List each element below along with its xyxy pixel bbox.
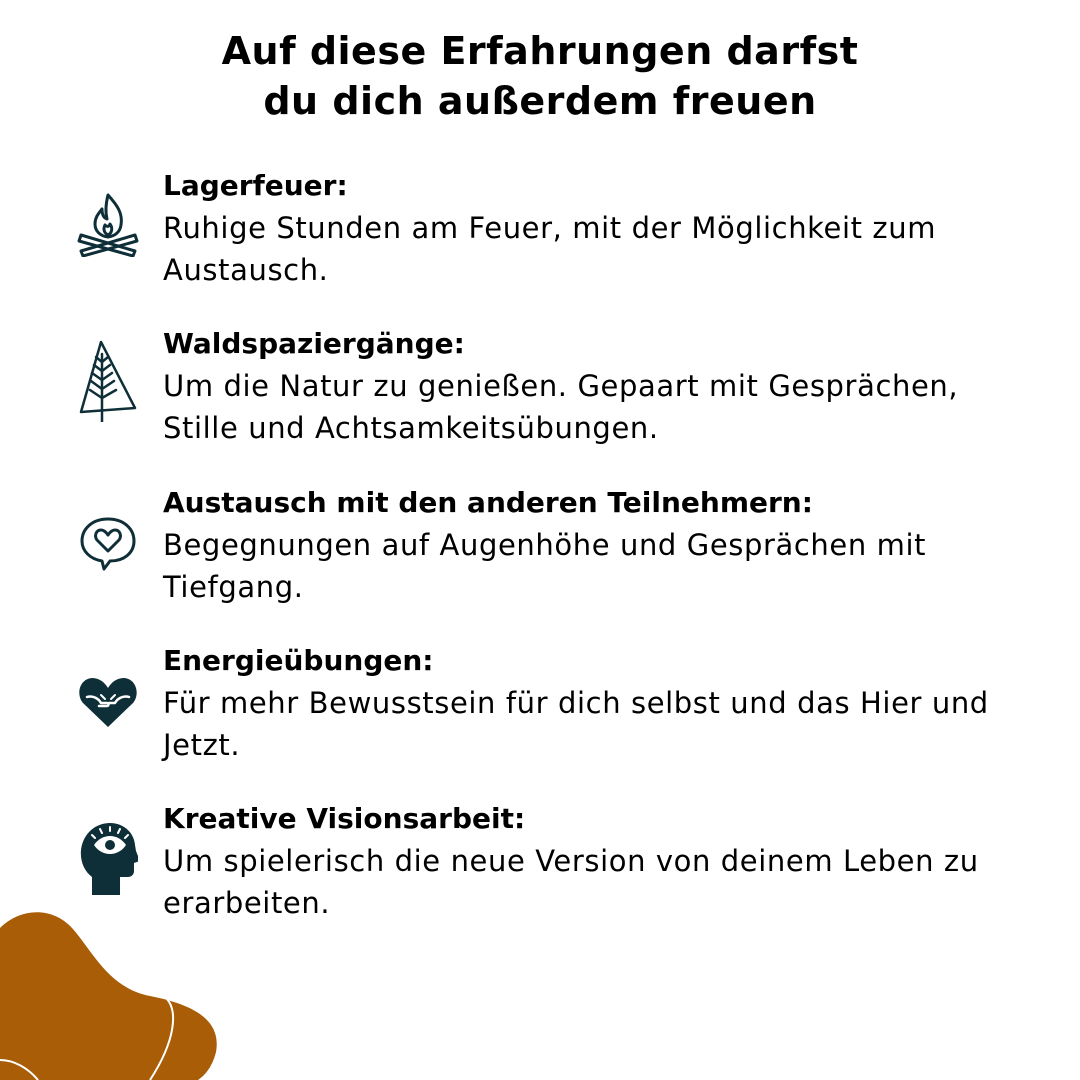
item-description: Um die Natur zu genießen. Gepaart mit Gesprächen, Stille und Achtsamkeitsübungen. xyxy=(163,369,959,445)
campfire-icon xyxy=(76,184,140,264)
item-heading: Lagerfeuer: xyxy=(163,169,348,202)
item-heading: Waldspaziergänge: xyxy=(163,327,465,360)
item-heading: Energieübungen: xyxy=(163,644,434,677)
item-description: Begegnungen auf Augenhöhe und Gesprächen mit Tiefgang. xyxy=(163,528,927,604)
head-eye-icon xyxy=(76,817,140,897)
decorative-blob xyxy=(0,910,230,1080)
page-title-line-2: du dich außerdem freuen xyxy=(263,79,817,123)
page-title-line-1: Auf diese Erfahrungen darfst xyxy=(221,29,859,73)
item-description: Für mehr Bewusstsein für dich selbst und das Hier und Jetzt. xyxy=(163,686,989,762)
hands-heart-icon xyxy=(76,661,140,741)
item-heading: Kreative Visionsarbeit: xyxy=(163,802,526,835)
speech-bubble-heart-icon xyxy=(76,503,140,583)
item-description: Ruhige Stunden am Feuer, mit der Möglichkeit zum Austausch. xyxy=(163,211,937,287)
pine-tree-icon xyxy=(76,340,140,420)
item-description: Um spielerisch die neue Version von deinem Leben zu erarbeiten. xyxy=(163,844,979,920)
item-heading: Austausch mit den anderen Teilnehmern: xyxy=(163,486,813,519)
